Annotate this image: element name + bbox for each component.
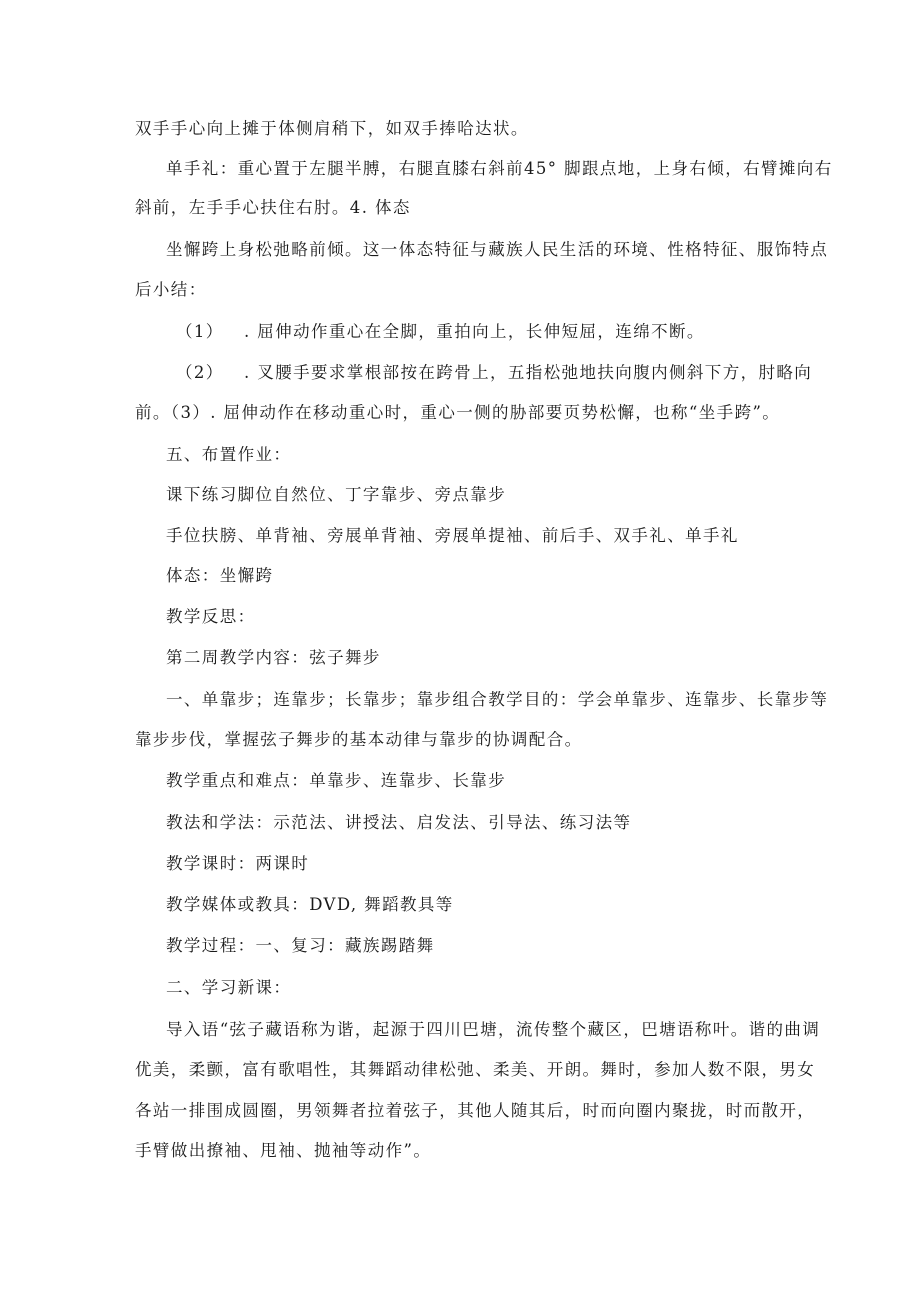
section-heading: 二、学习新课： xyxy=(166,978,292,997)
paragraph-line: 优美，柔颤，富有歌唱性，其舞蹈动律松弛、柔美、开朗。舞时，参加人数不限，男女 xyxy=(135,1060,816,1079)
paragraph-line: 单手礼：重心置于左腿半膊，右腿直膝右斜前45° 脚跟点地，上身右倾，右臂摊向右 xyxy=(166,159,833,178)
paragraph-line: 课下练习脚位自然位、丁字靠步、旁点靠步 xyxy=(166,485,507,504)
paragraph-line: 各站一排围成圆圈，男领舞者拉着弦子，其他人随其后，时而向圈内聚拢，时而散开， xyxy=(135,1101,816,1120)
paragraph-line: 手臂做出撩袖、甩袖、抛袖等动作”。 xyxy=(135,1141,432,1160)
paragraph-line: 教法和学法：示范法、讲授法、启发法、引导法、练习法等 xyxy=(166,813,632,832)
paragraph-line: 教学过程：一、复习：藏族踢踏舞 xyxy=(166,936,435,955)
paragraph-line: 教学反思： xyxy=(166,607,256,626)
paragraph-line: 一、单靠步；连靠步；长靠步；靠步组合教学目的：学会单靠步、连靠步、长靠步等 xyxy=(166,690,829,709)
list-item-text: . 叉腰手要求掌根部按在跨骨上，五指松弛地扶向腹内侧斜下方，肘略向 xyxy=(244,363,813,382)
paragraph-line: 双手手心向上摊于体侧肩稍下，如双手捧哈达状。 xyxy=(135,119,529,138)
paragraph-line: 斜前，左手手心扶住右肘。4. 体态 xyxy=(135,198,411,217)
paragraph-line: 体态：坐懈跨 xyxy=(166,566,274,585)
paragraph-line: 靠步步伐，掌握弦子舞步的基本动律与靠步的协调配合。 xyxy=(135,730,583,749)
paragraph-line: 前。（3）. 屈伸动作在移动重心时，重心一侧的胁部要页势松懈，也称“坐手跨”。 xyxy=(135,403,781,422)
section-heading: 五、布置作业： xyxy=(166,445,292,464)
paragraph-line: 教学课时：两课时 xyxy=(166,854,310,873)
paragraph-line: 坐懈跨上身松弛略前倾。这一体态特征与藏族人民生活的环境、性格特征、服饰特点 xyxy=(166,240,829,259)
paragraph-line: 教学媒体或教具：DVD, 舞蹈教具等 xyxy=(166,895,454,914)
paragraph-line: 教学重点和难点：单靠步、连靠步、长靠步 xyxy=(166,771,507,790)
paragraph-line: 手位扶膀、单背袖、旁展单背袖、旁展单提袖、前后手、双手礼、单手礼 xyxy=(166,526,739,545)
list-number: （2） xyxy=(176,363,224,382)
list-item-text: . 屈伸动作重心在全脚，重拍向上，长伸短屈，连绵不断。 xyxy=(244,322,705,341)
paragraph-line: 后小结： xyxy=(135,280,207,299)
section-heading: 第二周教学内容：弦子舞步 xyxy=(166,648,381,667)
list-number: （1） xyxy=(176,322,224,341)
paragraph-line: 导入语“弦子藏语称为谐，起源于四川巴塘，流传整个藏区，巴塘语称叶。谐的曲调 xyxy=(166,1020,821,1039)
